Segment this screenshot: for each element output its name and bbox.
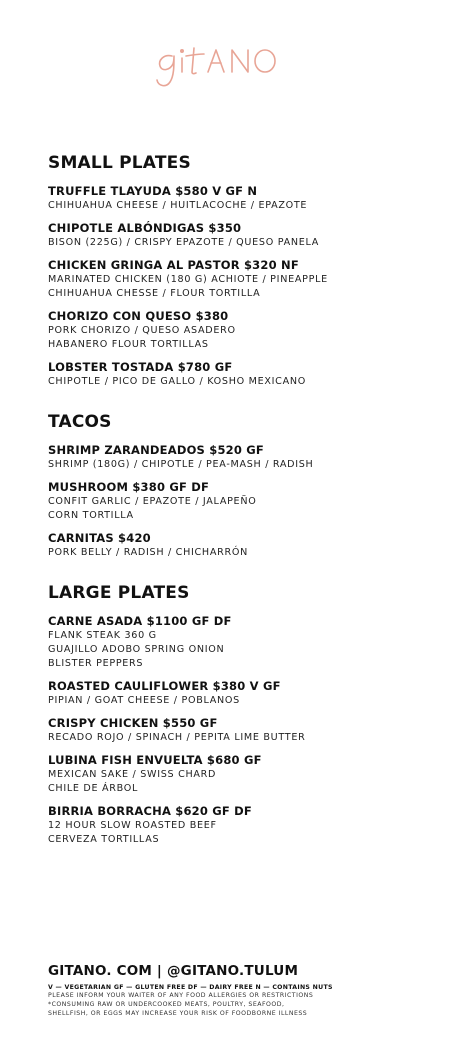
menu-item-name-price: LUBINA FISH ENVUELTA $680 GF [48, 753, 262, 767]
menu-item [48, 753, 428, 796]
menu-item-description: CHIPOTLE / PICO DE GALLO / KOSHO MEXICANO [48, 376, 306, 387]
menu-item-name-price: SHRIMP ZARANDEADOS $520 GF [48, 443, 264, 457]
menu-item-description: RECADO ROJO / SPINACH / PEPITA LIME BUTTER [48, 732, 306, 743]
menu-item-name-price: TRUFFLE TLAYUDA $580 V GF N [48, 184, 258, 198]
menu-item-name-price: ROASTED CAULIFLOWER $380 V GF [48, 679, 281, 693]
menu-item-description: CHIHUAHUA CHEESE / HUITLACOCHE / EPAZOTE [48, 200, 308, 211]
menu-item-description: SHRIMP (180G) / CHIPOTLE / PEA-MASH / RADISH [48, 459, 314, 470]
menu-item-description: MARINATED CHICKEN (180 G) ACHIOTE / PINEAPPLE [48, 274, 328, 285]
menu-item [48, 679, 428, 708]
menu-item [48, 309, 428, 352]
menu-item-name-price: CARNE ASADA $1100 GF DF [48, 614, 232, 628]
menu-item-name-price: CHORIZO CON QUESO $380 [48, 309, 229, 323]
section-title: TACOS [48, 412, 112, 432]
menu-footer [48, 962, 438, 1018]
menu-item-description: GUAJILLO ADOBO SPRING ONION [48, 644, 225, 655]
menu-item [48, 360, 428, 389]
menu-item-name-price: BIRRIA BORRACHA $620 GF DF [48, 804, 252, 818]
menu-item-description: PIPIAN / GOAT CHEESE / POBLANOS [48, 695, 240, 706]
menu-item-description: CORN TORTILLA [48, 510, 134, 521]
menu-item-description: CHIHUAHUA CHESSE / FLOUR TORTILLA [48, 288, 261, 299]
menu-item-description: 12 HOUR SLOW ROASTED BEEF [48, 820, 217, 831]
allergy-note: PLEASE INFORM YOUR WAITER OF ANY FOOD ALLERGIES OR RESTRICTIONS [48, 992, 314, 999]
menu-item-description: CONFIT GARLIC / EPAZOTE / JALAPEÑO [48, 496, 257, 507]
menu-item [48, 480, 428, 523]
raw-food-warning-line-1: *CONSUMING RAW OR UNDERCOOKED MEATS, POULTRY, SEAFOOD, [48, 1000, 285, 1008]
menu-item [48, 221, 428, 250]
raw-food-warning-line-2: SHELLFISH, OR EGGS MAY INCREASE YOUR RISK OF FOODBORNE ILLNESS [48, 1009, 308, 1017]
menu-item [48, 716, 428, 745]
menu-item-description: HABANERO FLOUR TORTILLAS [48, 339, 209, 350]
menu-item [48, 804, 428, 847]
menu-item [48, 443, 428, 472]
menu-item-name-price: CHIPOTLE ALBÓNDIGAS $350 [48, 221, 242, 235]
menu-item-description: PORK CHORIZO / QUESO ASADERO [48, 325, 236, 336]
menu-item-name-price: MUSHROOM $380 GF DF [48, 480, 210, 494]
menu-item-description: CERVEZA TORTILLAS [48, 834, 160, 845]
menu-item-description: BLISTER PEPPERS [48, 658, 144, 669]
gitano-logo [0, 36, 453, 92]
menu-item-description: CHILE DE ÁRBOL [48, 783, 139, 794]
menu-item [48, 531, 428, 560]
menu-item-name-price: LOBSTER TOSTADA $780 GF [48, 360, 233, 374]
gitano-logo-mark [152, 36, 302, 92]
website-and-social: GITANO. COM | @GITANO.TULUM [48, 963, 299, 979]
dietary-legend: V — VEGETARIAN GF — GLUTEN FREE DF — DAIRY FREE N — CONTAINS NUTS [48, 984, 333, 991]
menu-section [48, 582, 428, 847]
section-title: SMALL PLATES [48, 153, 191, 173]
menu-item-description: MEXICAN SAKE / SWISS CHARD [48, 769, 217, 780]
menu-section [48, 152, 428, 389]
menu-item-name-price: CARNITAS $420 [48, 531, 151, 545]
menu-item-name-price: CRISPY CHICKEN $550 GF [48, 716, 218, 730]
menu-item [48, 258, 428, 301]
menu-content [48, 152, 428, 869]
menu-item [48, 184, 428, 213]
menu-item [48, 614, 428, 671]
menu-item-name-price: CHICKEN GRINGA AL PASTOR $320 NF [48, 258, 299, 272]
menu-section [48, 411, 428, 560]
menu-item-description: FLANK STEAK 360 G [48, 630, 157, 641]
menu-item-description: BISON (225G) / CRISPY EPAZOTE / QUESO PANELA [48, 237, 320, 248]
section-title: LARGE PLATES [48, 583, 190, 603]
menu-item-description: PORK BELLY / RADISH / CHICHARRÓN [48, 547, 248, 558]
